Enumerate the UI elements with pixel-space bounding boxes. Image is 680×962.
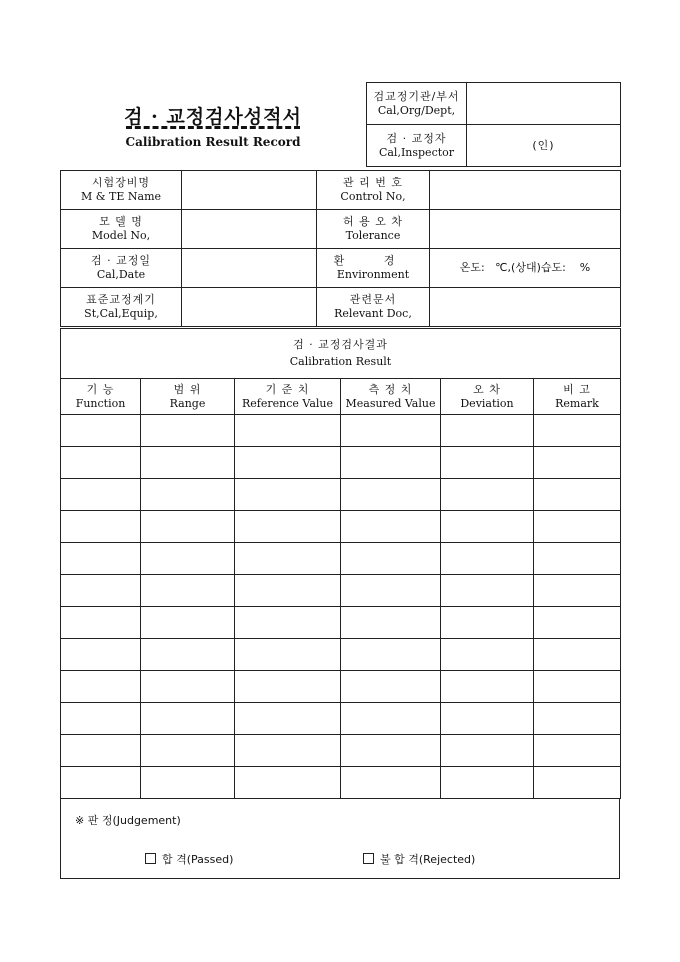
result-data-table [60, 378, 621, 799]
model-name-value[interactable] [182, 210, 317, 249]
cal-date-label [61, 249, 182, 288]
std-equip-label [61, 288, 182, 327]
tolerance-label [317, 210, 430, 249]
environment-value[interactable] [430, 249, 621, 288]
data-cell[interactable] [534, 479, 621, 511]
data-cell[interactable] [534, 415, 621, 447]
data-cell[interactable] [61, 575, 141, 607]
result-title-ko: 검 · 교정검사결과 [293, 338, 388, 352]
org-label-en: Cal,Org/Dept, [377, 103, 456, 117]
title-block [60, 82, 366, 166]
col-measured [341, 379, 441, 415]
model-name-label [61, 210, 182, 249]
data-cell[interactable] [341, 607, 441, 639]
seal-mark: (인) [532, 138, 555, 152]
table-row [61, 479, 621, 511]
environment-en: Environment [336, 268, 410, 281]
result-rows [61, 415, 621, 799]
col-deviation [441, 379, 534, 415]
table-row [61, 735, 621, 767]
cal-date-value[interactable] [182, 249, 317, 288]
col-remark-en: Remark [555, 396, 599, 410]
inspector-label-cell [367, 125, 467, 167]
data-cell[interactable] [141, 479, 235, 511]
data-cell[interactable] [341, 479, 441, 511]
data-cell[interactable] [441, 415, 534, 447]
org-label-ko: 검교정기관/부서 [373, 89, 460, 103]
equipment-name-ko: 시험장비명 [91, 176, 151, 189]
control-no-en: Control No, [340, 190, 406, 203]
relevant-doc-ko: 관련문서 [349, 293, 397, 306]
data-cell[interactable] [141, 607, 235, 639]
col-remark [534, 379, 621, 415]
data-cell[interactable] [341, 767, 441, 799]
data-cell[interactable] [341, 415, 441, 447]
data-cell[interactable] [441, 671, 534, 703]
judgement-box [60, 799, 620, 879]
data-cell[interactable] [441, 735, 534, 767]
data-cell[interactable] [441, 447, 534, 479]
col-measured-en: Measured Value [345, 396, 436, 410]
data-cell[interactable] [141, 543, 235, 575]
org-value-cell[interactable] [467, 83, 621, 125]
data-cell[interactable] [341, 543, 441, 575]
environment-label [317, 249, 430, 288]
data-cell[interactable] [534, 607, 621, 639]
document-title: 검 · 교정검사성적서 [124, 106, 302, 128]
org-label-cell [367, 83, 467, 125]
data-cell[interactable] [341, 671, 441, 703]
data-cell[interactable] [61, 479, 141, 511]
data-cell[interactable] [341, 735, 441, 767]
data-cell[interactable] [235, 735, 341, 767]
table-row [61, 607, 621, 639]
data-cell[interactable] [61, 703, 141, 735]
data-cell[interactable] [141, 767, 235, 799]
data-cell[interactable] [441, 575, 534, 607]
data-cell[interactable] [235, 671, 341, 703]
data-cell[interactable] [341, 703, 441, 735]
data-cell[interactable] [441, 703, 534, 735]
passed-label: 합 격(Passed) [162, 853, 234, 866]
control-no-label [317, 171, 430, 210]
cal-date-ko: 검 · 교정일 [91, 254, 151, 267]
col-function [61, 379, 141, 415]
passed-checkbox[interactable] [145, 853, 156, 864]
col-measured-ko: 측 정 치 [368, 382, 413, 396]
table-row [61, 575, 621, 607]
table-row [61, 543, 621, 575]
model-name-en: Model No, [91, 229, 151, 242]
std-equip-ko: 표준교정계기 [86, 293, 156, 306]
col-function-ko: 기 능 [86, 382, 115, 396]
table-row [61, 511, 621, 543]
data-cell[interactable] [141, 575, 235, 607]
table-row [61, 703, 621, 735]
col-range [141, 379, 235, 415]
col-deviation-en: Deviation [460, 396, 514, 410]
inspector-value-cell[interactable] [467, 125, 621, 167]
data-cell[interactable] [441, 639, 534, 671]
passed-option[interactable] [145, 851, 233, 867]
data-cell[interactable] [534, 447, 621, 479]
data-cell[interactable] [61, 447, 141, 479]
tolerance-ko: 허 용 오 차 [343, 215, 403, 228]
data-cell[interactable] [235, 767, 341, 799]
data-cell[interactable] [534, 671, 621, 703]
col-deviation-ko: 오 차 [473, 382, 501, 396]
inspector-label-ko: 검 · 교정자 [386, 131, 447, 145]
info-table [60, 170, 621, 327]
rejected-option[interactable] [363, 851, 475, 867]
table-row [61, 639, 621, 671]
data-cell[interactable] [235, 703, 341, 735]
result-title-table [60, 328, 621, 379]
data-cell[interactable] [61, 767, 141, 799]
data-cell[interactable] [61, 735, 141, 767]
data-cell[interactable] [441, 543, 534, 575]
relevant-doc-label [317, 288, 430, 327]
relevant-doc-value[interactable] [430, 288, 621, 327]
data-cell[interactable] [141, 511, 235, 543]
tolerance-en: Tolerance [345, 229, 401, 242]
data-cell[interactable] [341, 639, 441, 671]
data-cell[interactable] [61, 415, 141, 447]
data-cell[interactable] [61, 671, 141, 703]
document-subtitle: Calibration Result Record [125, 135, 301, 149]
data-cell[interactable] [141, 703, 235, 735]
data-cell[interactable] [341, 511, 441, 543]
model-name-ko: 모 델 명 [99, 215, 143, 228]
data-cell[interactable] [534, 543, 621, 575]
data-cell[interactable] [341, 447, 441, 479]
col-range-ko: 범 위 [173, 382, 202, 396]
col-remark-ko: 비 고 [563, 382, 591, 396]
data-cell[interactable] [141, 415, 235, 447]
rejected-checkbox[interactable] [363, 853, 374, 864]
judgement-label: ※ 판 정(Judgement) [75, 814, 181, 827]
data-cell[interactable] [235, 415, 341, 447]
data-cell[interactable] [534, 735, 621, 767]
data-cell[interactable] [534, 575, 621, 607]
col-reference [235, 379, 341, 415]
data-cell[interactable] [441, 511, 534, 543]
tolerance-value[interactable] [430, 210, 621, 249]
table-row [61, 767, 621, 799]
data-cell[interactable] [235, 479, 341, 511]
table-row [61, 671, 621, 703]
data-cell[interactable] [534, 639, 621, 671]
table-row [61, 415, 621, 447]
equipment-name-label [61, 171, 182, 210]
result-title-en: Calibration Result [289, 355, 392, 369]
title-underline [126, 126, 300, 129]
data-cell[interactable] [141, 447, 235, 479]
col-reference-en: Reference Value [242, 396, 333, 410]
data-cell[interactable] [235, 607, 341, 639]
control-no-value[interactable] [430, 171, 621, 210]
data-cell[interactable] [61, 607, 141, 639]
column-header-row [61, 379, 621, 415]
data-cell[interactable] [441, 479, 534, 511]
rejected-label: 불 합 격(Rejected) [380, 853, 476, 866]
std-equip-en: St,Cal,Equip, [84, 307, 158, 320]
inspector-label-en: Cal,Inspector [378, 145, 455, 159]
data-cell[interactable] [235, 639, 341, 671]
cal-date-en: Cal,Date [96, 268, 146, 281]
header-table [366, 82, 621, 167]
data-cell[interactable] [534, 767, 621, 799]
data-cell[interactable] [534, 703, 621, 735]
result-title-cell [61, 329, 621, 379]
data-cell[interactable] [534, 511, 621, 543]
relevant-doc-en: Relevant Doc, [334, 307, 412, 320]
data-cell[interactable] [341, 575, 441, 607]
data-cell[interactable] [141, 735, 235, 767]
data-cell[interactable] [235, 511, 341, 543]
environment-value-text: 온도: ℃,(상대)습도: % [459, 261, 591, 274]
data-cell[interactable] [61, 543, 141, 575]
data-cell[interactable] [441, 607, 534, 639]
data-cell[interactable] [61, 639, 141, 671]
std-equip-value[interactable] [182, 288, 317, 327]
col-reference-ko: 기 준 치 [265, 382, 310, 396]
table-row [61, 447, 621, 479]
control-no-ko: 관 리 번 호 [343, 176, 403, 189]
data-cell[interactable] [235, 575, 341, 607]
data-cell[interactable] [61, 511, 141, 543]
equipment-name-value[interactable] [182, 171, 317, 210]
data-cell[interactable] [141, 671, 235, 703]
equipment-name-en: M & TE Name [80, 190, 162, 203]
col-range-en: Range [169, 396, 206, 410]
data-cell[interactable] [235, 447, 341, 479]
environment-ko: 환 경 [333, 254, 413, 267]
data-cell[interactable] [235, 543, 341, 575]
data-cell[interactable] [141, 639, 235, 671]
data-cell[interactable] [441, 767, 534, 799]
col-function-en: Function [75, 396, 126, 410]
